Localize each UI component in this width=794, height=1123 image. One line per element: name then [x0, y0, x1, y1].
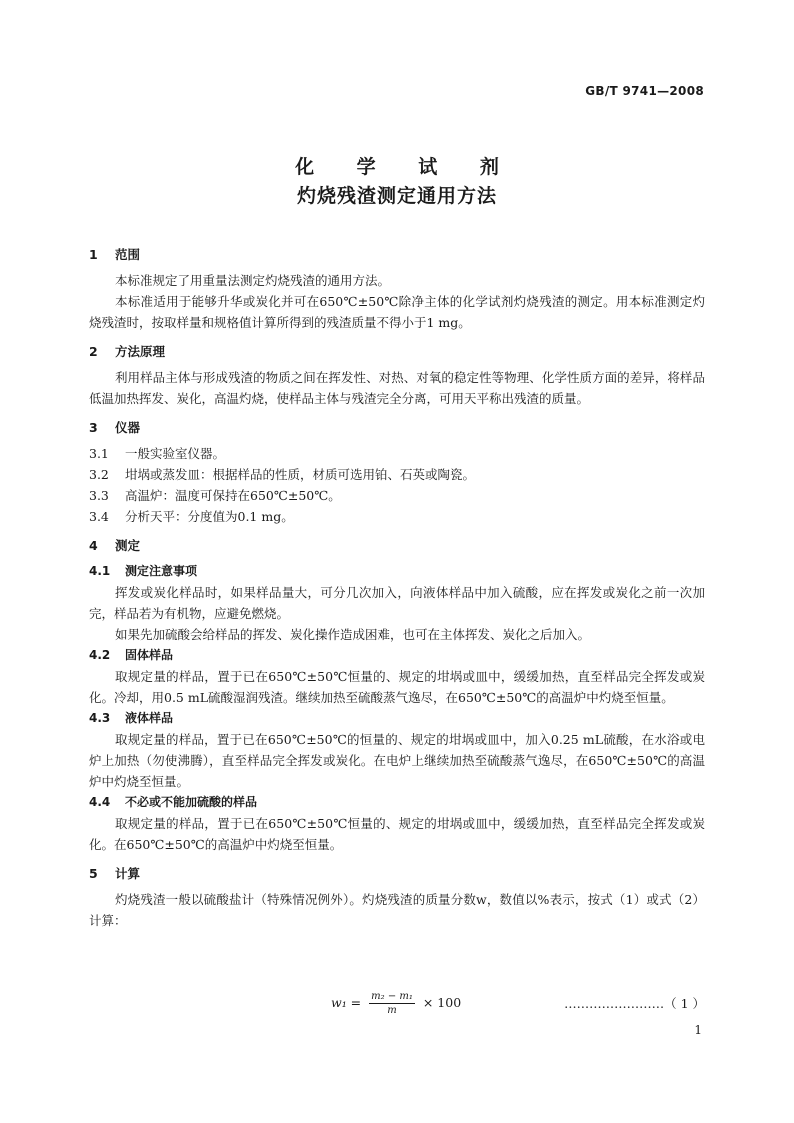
formula-lhs: w₁ = [331, 995, 362, 1010]
subsection-number: 4.3 [89, 711, 111, 725]
subsection-title: 液体样品 [125, 711, 174, 725]
page-number: 1 [694, 1023, 702, 1037]
formula-numerator: m₂ − m₁ [371, 991, 413, 1002]
subsection-title: 测定注意事项 [125, 564, 198, 578]
document-title-sub: 灼烧残渣测定通用方法 [296, 185, 497, 207]
subsection-heading [89, 645, 705, 666]
formula-expression [331, 990, 461, 1017]
item-text: 分析天平：分度值为0.1 mg。 [125, 509, 294, 524]
document-title-main: 化 学 试 剂 [295, 156, 517, 178]
item-number: 3.4 [89, 509, 109, 524]
paragraph: 取规定量的样品，置于已在650℃±50℃的恒量的、规定的坩埚或皿中，加入0.25 mL硫酸，在水浴或电炉上加热（勿使沸腾），直至样品完全挥发或炭化。在电炉上继续加热至硫酸蒸气逸尽，在650℃±50℃的高温炉中灼烧至恒量。 [89, 732, 705, 789]
subsection-title: 不必或不能加硫酸的样品 [125, 795, 258, 809]
section-title: 计算 [115, 866, 141, 881]
section-heading [89, 537, 705, 561]
formula-label: ……………………（ 1 ） [564, 996, 705, 1011]
item-number: 3.1 [89, 446, 109, 461]
paragraph: 如果先加硫酸会给样品的挥发、炭化操作造成困难，也可在主体挥发、炭化之后加入。 [115, 627, 591, 642]
subsection-heading [89, 708, 705, 729]
paragraph: 灼烧残渣一般以硫酸盐计（特殊情况例外）。灼烧残渣的质量分数w，数值以%表示，按式（1）或式（2）计算： [89, 892, 705, 928]
list-item [89, 443, 705, 464]
section-heading [89, 246, 705, 270]
list-item [89, 464, 705, 485]
section-number: 2 [89, 344, 98, 359]
paragraph: 本标准规定了用重量法测定灼烧残渣的通用方法。 [115, 273, 391, 288]
section-title: 仪器 [115, 420, 141, 435]
subsection-title: 固体样品 [125, 648, 174, 662]
paragraph: 挥发或炭化样品时，如果样品量大，可分几次加入，向液体样品中加入硫酸，应在挥发或炭化之前一次加完，样品若为有机物，应避免燃烧。 [89, 585, 705, 621]
section-title: 测定 [115, 538, 141, 553]
document-body [89, 244, 705, 931]
subsection-number: 4.2 [89, 648, 111, 662]
subsection-heading [89, 792, 705, 813]
section-number: 3 [89, 420, 98, 435]
section-number: 4 [89, 538, 98, 553]
section-number: 1 [89, 247, 98, 262]
section-number: 5 [89, 866, 98, 881]
section-title: 方法原理 [115, 344, 166, 359]
formula-denominator: m [387, 1005, 397, 1016]
section-heading [89, 865, 705, 889]
list-item [89, 485, 705, 506]
formula-fraction [369, 990, 415, 1017]
list-item [89, 506, 705, 527]
item-text: 坩埚或蒸发皿：根据样品的性质，材质可选用铂、石英或陶瓷。 [125, 467, 476, 482]
item-number: 3.3 [89, 488, 109, 503]
standard-code: GB/T 9741—2008 [585, 84, 704, 98]
paragraph: 本标准适用于能够升华或炭化并可在650℃±50℃除净主体的化学试剂灼烧残渣的测定。用本标准测定灼烧残渣时，按取样量和规格值计算所得到的残渣质量不得小于1 mg。 [89, 294, 705, 330]
section-heading [89, 419, 705, 443]
section-title: 范围 [115, 247, 141, 262]
paragraph: 取规定量的样品，置于已在650℃±50℃恒量的、规定的坩埚或皿中，缓缓加热，直至样品完全挥发或炭化。冷却，用0.5 mL硫酸湿润残渣。继续加热至硫酸蒸气逸尽，在650℃±50℃的高温炉中灼烧至恒量。 [89, 669, 705, 705]
formula-rhs: × 100 [422, 995, 462, 1010]
paragraph: 利用样品主体与形成残渣的物质之间在挥发性、对热、对氧的稳定性等物理、化学性质方面的差异，将样品低温加热挥发、炭化，高温灼烧，使样品主体与残渣完全分离，可用天平称出残渣的质量。 [89, 370, 705, 406]
item-text: 高温炉：温度可保持在650℃±50℃。 [125, 488, 341, 503]
item-text: 一般实验室仪器。 [125, 446, 226, 461]
section-heading [89, 343, 705, 367]
paragraph: 取规定量的样品，置于已在650℃±50℃恒量的、规定的坩埚或皿中，缓缓加热，直至样品完全挥发或炭化。在650℃±50℃的高温炉中灼烧至恒量。 [89, 816, 705, 852]
item-number: 3.2 [89, 467, 109, 482]
subsection-number: 4.4 [89, 795, 111, 809]
subsection-heading [89, 561, 705, 582]
subsection-number: 4.1 [89, 564, 111, 578]
formula-1 [89, 990, 705, 1020]
